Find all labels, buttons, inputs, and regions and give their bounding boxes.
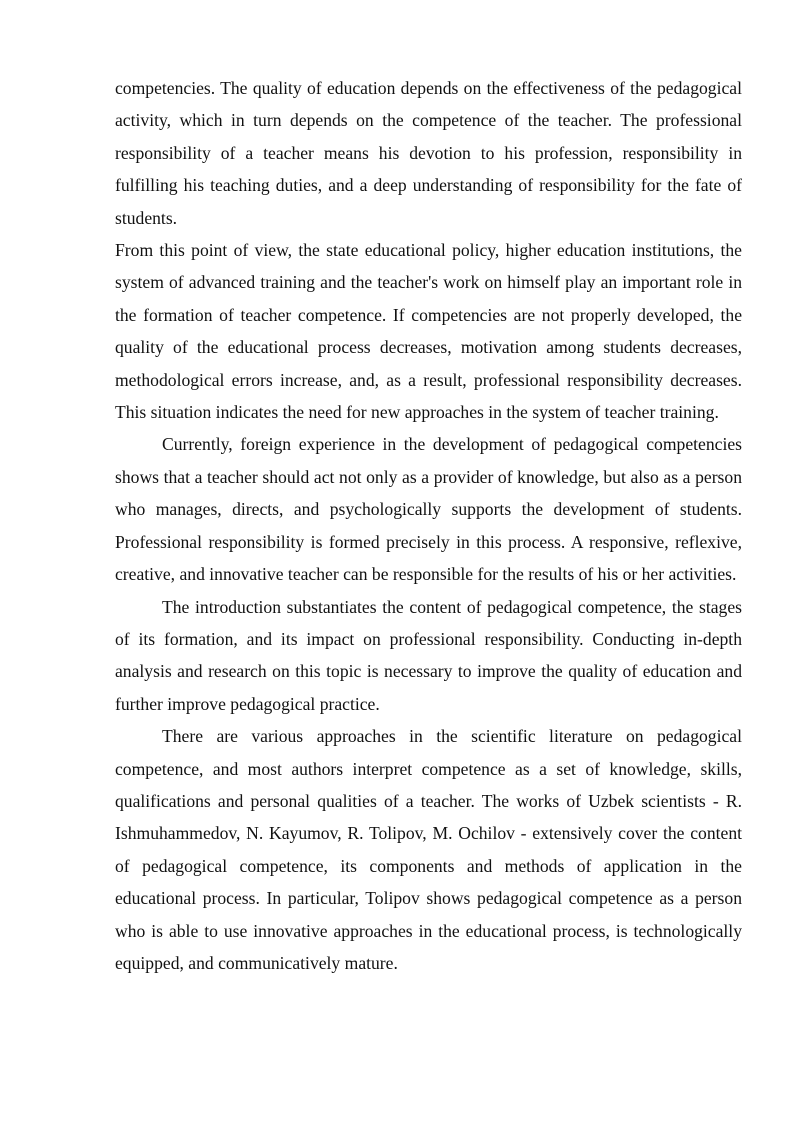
body-text — [115, 72, 742, 979]
paragraph-4: The introduction substantiates the content of pedagogical competence, the stages of its formation, and its impact on professional responsibility. Conducting in-depth analysis and research on this topic is necessary to improve the quality of education and further improve pedagogical practice. — [115, 596, 742, 714]
paragraph-5: There are various approaches in the scientific literature on pedagogical competence, and most authors interpret competence as a set of knowledge, skills, qualifications and personal qualities of a teacher. The works of Uzbek scientists - R. Ishmuhammedov, N. Kayumov, R. Tolipov, M. Ochilov - extensively cover the content of pedagogical competence, its components and methods of application in the educational process. In particular, Tolipov shows pedagogical competence as a person who is able to use innovative approaches in the educational process, is technologically equipped, and communicatively mature. — [115, 726, 742, 973]
paragraph-3: Currently, foreign experience in the development of pedagogical competencies shows that a teacher should act not only as a provider of knowledge, but also as a person who manages, directs, and psychologically supports the development of students. Professional responsibility is formed precisely in this process. A responsive, reflexive, creative, and innovative teacher can be responsible for the results of his or her activities. — [115, 434, 742, 585]
paragraph-1: competencies. The quality of education depends on the effectiveness of the pedagogical activity, which in turn depends on the competence of the teacher. The professional responsibility of a teacher means his devotion to his profession, responsibility in fulfilling his teaching duties, and a deep understanding of responsibility for the fate of students. — [115, 78, 742, 228]
paragraph-2: From this point of view, the state educational policy, higher education institutions, the system of advanced training and the teacher's work on himself play an important role in the formation of teacher competence. If competencies are not properly developed, the quality of the educational process decreases, motivation among students decreases, methodological errors increase, and, as a result, professional responsibility decreases. This situation indicates the need for new approaches in the system of teacher training. — [115, 240, 742, 423]
